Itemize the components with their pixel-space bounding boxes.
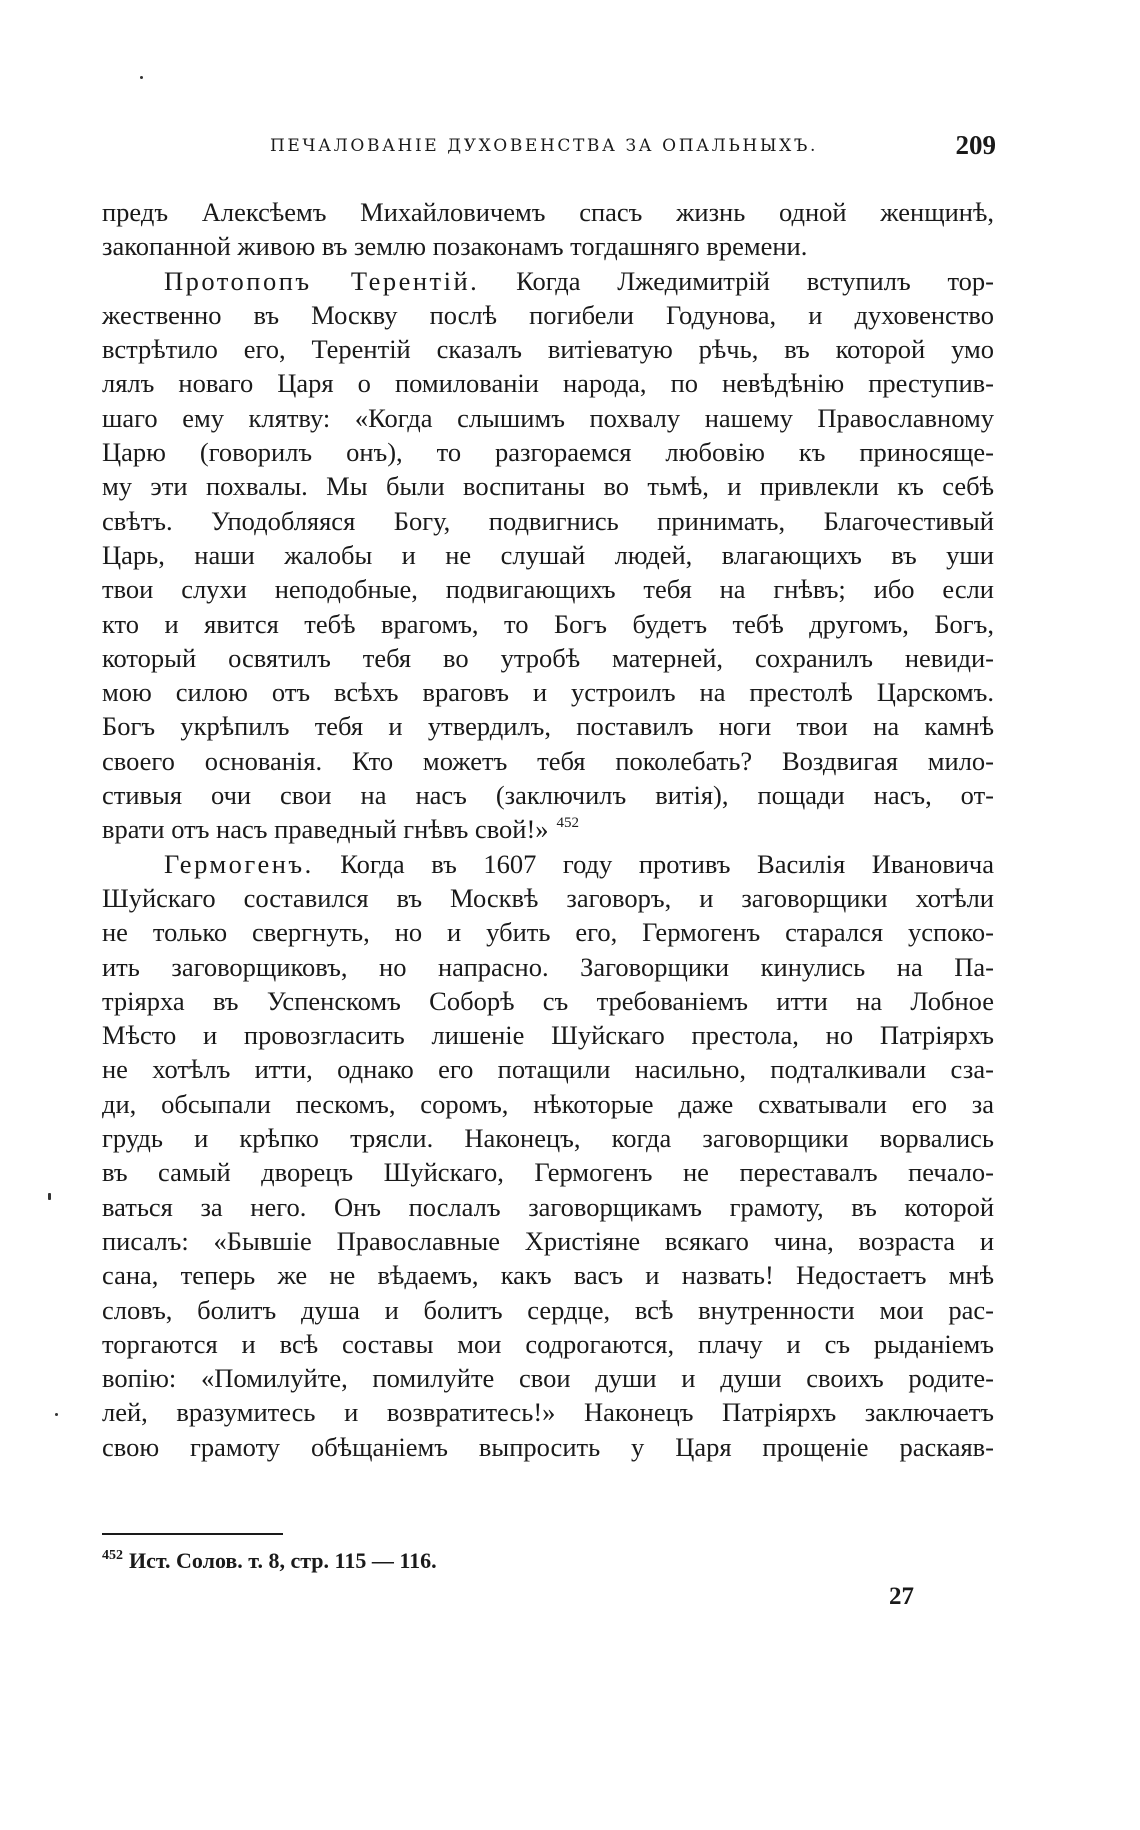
text-line: жественно въ Москву послѣ погибели Годунова, и духовенство: [102, 299, 994, 330]
text-line: мою силою отъ всѣхъ враговъ и устроилъ на престолѣ Царскомъ.: [102, 677, 994, 708]
text-fragment: Когда Лжедимитрій вступилъ тор-: [516, 265, 995, 296]
text-line: лей, вразумитесь и возвратитесь!» Наконецъ Патріярхъ заключаетъ: [102, 1397, 994, 1428]
text-line: свѣтъ. Уподобляяся Богу, подвигнись принимать, Благочестивый: [102, 505, 994, 536]
text-line: предъ Алексѣемъ Михайловичемъ спасъ жизнь одной женщинѣ,: [102, 197, 994, 227]
text-line: который освятилъ тебя во утробѣ матерней, сохранилъ невиди-: [102, 642, 994, 673]
footnote-divider: [102, 1533, 283, 1535]
text-line: закопанной живою въ землю позаконамъ тогдашняго времени.: [102, 231, 808, 262]
body-text: [102, 195, 994, 1464]
signature-mark: 27: [889, 1583, 914, 1610]
scan-speck: [140, 76, 143, 79]
text-fragment: Когда въ 1607 году противъ Василія Ивановича: [340, 848, 995, 879]
running-title: ПЕЧАЛОВАНІЕ ДУХОВЕНСТВА ЗА ОПАЛЬНЫХЪ.: [270, 136, 818, 156]
scan-speck: [55, 1413, 58, 1416]
text-line: своего основанія. Кто можетъ тебя поколебать? Воздвигая мило-: [102, 745, 994, 776]
text-line: грудь и крѣпко трясли. Наконецъ, когда заговорщики ворвались: [102, 1123, 994, 1154]
footnote-marker: 452: [102, 1548, 123, 1563]
page-number: 209: [955, 130, 996, 160]
text-line: встрѣтило его, Терентій сказалъ витіеватую рѣчь, въ которой умо: [102, 334, 994, 365]
text-line: ить заговорщиковъ, но напрасно. Заговорщики кинулись на Па-: [102, 951, 994, 982]
footnote: [102, 1548, 437, 1574]
text-line: Богъ укрѣпилъ тебя и утвердилъ, поставилъ ноги твои на камнѣ: [102, 711, 994, 742]
text-line: Царю (говорилъ онъ), то разгораемся любовію къ приносяще-: [102, 437, 994, 468]
paragraph-terenty-end: [102, 812, 994, 846]
text-line: лялъ новаго Царя о помилованіи народа, по невѣдѣнію преступив-: [102, 368, 994, 399]
text-line: кто и явится тебѣ врагомъ, то Богъ будетъ тебѣ другомъ, Богъ,: [102, 608, 994, 639]
speaker-name: Гермогенъ.: [164, 848, 314, 879]
text-line: ди, обсыпали пескомъ, соромъ, нѣкоторые даже схватывали его за: [102, 1088, 994, 1119]
footnote-text: Ист. Солов. т. 8, стр. 115 — 116.: [129, 1548, 437, 1573]
text-line: стивыя очи свои на насъ (заключилъ витія), пощади насъ, от-: [102, 780, 994, 811]
text-line: ваться за него. Онъ послалъ заговорщикамъ грамоту, въ которой: [102, 1191, 994, 1222]
paragraph-hermogen-start: [102, 847, 994, 881]
text-line: свою грамоту обѣщаніемъ выпросить у Царя прощеніе раскаяв-: [102, 1431, 994, 1462]
footnote-reference: 452: [556, 815, 580, 832]
text-line: Мѣсто и провозгласить лишеніе Шуйскаго престола, но Патріярхъ: [102, 1020, 994, 1051]
text-line: писалъ: «Бывшіе Православные Христіяне всякаго чина, возраста и: [102, 1225, 994, 1256]
text-fragment: врати отъ насъ праведный гнѣвъ свой!»: [102, 814, 549, 845]
speaker-name: Протопопъ Терентій.: [164, 265, 480, 296]
text-line: Шуйскаго составился въ Москвѣ заговоръ, и заговорщики хотѣли: [102, 882, 994, 913]
text-line: словъ, болитъ душа и болитъ сердце, всѣ внутренности мои рас-: [102, 1294, 994, 1325]
text-line: сана, теперь же не вѣдаемъ, какъ васъ и назвать! Недостаетъ мнѣ: [102, 1260, 994, 1291]
text-line: шаго ему клятву: «Когда слышимъ похвалу нашему Православному: [102, 402, 994, 433]
text-line: не хотѣлъ итти, однако его потащили насильно, подталкивали сза-: [102, 1054, 994, 1085]
text-line: торгаются и всѣ составы мои содрогаются, плачу и съ рыданіемъ: [102, 1328, 994, 1359]
text-line: вопію: «Помилуйте, помилуйте свои души и души своихъ родите-: [102, 1363, 994, 1394]
running-head: [100, 130, 1000, 170]
paragraph-terenty-start: [102, 264, 994, 298]
text-line: Царь, наши жалобы и не слушай людей, влагающихъ въ уши: [102, 539, 994, 570]
text-line: не только свергнуть, но и убить его, Гермогенъ старался успоко-: [102, 917, 994, 948]
scan-speck: [48, 1193, 51, 1200]
text-line: тріярха въ Успенскомъ Соборѣ съ требованіемъ итти на Лобное: [102, 985, 994, 1016]
text-line: въ самый дворецъ Шуйскаго, Гермогенъ не переставалъ печало-: [102, 1157, 994, 1188]
text-line: му эти похвалы. Мы были воспитаны во тьмѣ, и привлекли къ себѣ: [102, 471, 994, 502]
text-line: твои слухи неподобные, подвигающихъ тебя на гнѣвъ; ибо если: [102, 574, 994, 605]
